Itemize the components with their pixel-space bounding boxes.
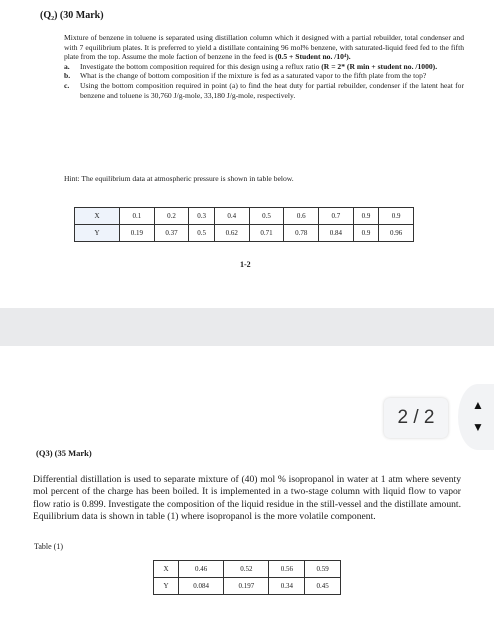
table-cell: 0.78 bbox=[284, 225, 319, 242]
table-cell: 0.5 bbox=[189, 225, 215, 242]
table-cell: 0.19 bbox=[120, 225, 155, 242]
q2-intro: Mixture of benzene in toluene is separated using distillation column which it designed with a partial rebuilder, total condenser and with 7 equilibrium plates. It is preferred to yield a distillate containing 96 mol% benzene, with saturated-liquid feed fed to the fifth plate from the top. Assume the mole faction of benzene in the feed is (0.5 + Student no. /10⁴). bbox=[64, 33, 464, 62]
q2-item-c: c. Using the bottom composition required in point (a) to find the heat duty for partial rebuilder, condenser if the latent heat for benzene and toluene is 30,760 J/g-mole, 33,180 J/g-mole, respectively. bbox=[64, 80, 464, 100]
table-cell: 0.5 bbox=[249, 208, 284, 225]
table-cell: 0.45 bbox=[305, 578, 341, 595]
table-cell: 0.46 bbox=[179, 561, 224, 578]
q2-intro-formula: (0.5 + Student no. /10⁴). bbox=[275, 52, 351, 62]
table-cell: 0.84 bbox=[319, 225, 354, 242]
table-cell: 0.9 bbox=[353, 225, 379, 242]
q3-body: Differential distillation is used to separate mixture of (40) mol % isopropanol in water at 1 atm where seventy mol percent of the charge has been boiled. It is implemented in a two-stage column with liquid flow to vapor flow ratio is 0.899. Investigate the composition of the liquid residue in the still-vessel and the distillate amount. Equilibrium data is shown in table (1) where isopropanol is the more volatile component. bbox=[33, 474, 461, 522]
equilibrium-table-benzene bbox=[74, 207, 414, 242]
table-cell: 0.56 bbox=[269, 561, 305, 578]
page-footer-label: 1-2 bbox=[240, 260, 251, 269]
q2-title: (Q₂) (30 Mark) bbox=[40, 10, 104, 21]
table-row bbox=[154, 561, 341, 578]
table-header-y: Y bbox=[75, 225, 120, 242]
q2-item-a: a. Investigate the bottom composition required for this design using a reflux ratio (R = 2* (R min + student no. /1000). bbox=[64, 61, 438, 71]
page-gap bbox=[0, 308, 494, 346]
table-cell: 0.3 bbox=[189, 208, 215, 225]
table-cell: 0.62 bbox=[214, 225, 249, 242]
table-cell: 0.4 bbox=[214, 208, 249, 225]
q2-items bbox=[64, 62, 464, 100]
table-cell: 0.71 bbox=[249, 225, 284, 242]
table-cell: 0.52 bbox=[224, 561, 269, 578]
table-header-x: X bbox=[75, 208, 120, 225]
table-cell: 0.6 bbox=[284, 208, 319, 225]
table-cell: 0.96 bbox=[379, 225, 414, 242]
table-header-x: X bbox=[154, 561, 179, 578]
chevron-up-icon[interactable]: ▲ bbox=[472, 398, 484, 412]
table-cell: 0.37 bbox=[154, 225, 189, 242]
table-cell: 0.59 bbox=[305, 561, 341, 578]
table-cell: 0.7 bbox=[319, 208, 354, 225]
table-cell: 0.9 bbox=[379, 208, 414, 225]
q2-body bbox=[64, 33, 464, 100]
table-cell: 0.9 bbox=[353, 208, 379, 225]
page-nav-control[interactable] bbox=[458, 384, 494, 450]
table-header-y: Y bbox=[154, 578, 179, 595]
page-indicator: 2 / 2 bbox=[384, 398, 448, 438]
table-cell: 0.084 bbox=[179, 578, 224, 595]
table-row bbox=[154, 578, 341, 595]
document-page-1 bbox=[0, 0, 494, 308]
table-cell: 0.197 bbox=[224, 578, 269, 595]
table-row bbox=[75, 225, 414, 242]
document-page-2 bbox=[0, 346, 494, 639]
chevron-down-icon[interactable]: ▼ bbox=[472, 420, 484, 434]
table-caption: Table (1) bbox=[34, 542, 63, 551]
q3-title: (Q3) (35 Mark) bbox=[36, 448, 92, 458]
hint-text: Hint: The equilibrium data at atmospheric pressure is shown in table below. bbox=[64, 174, 294, 183]
equilibrium-table-isopropanol bbox=[153, 560, 341, 595]
table-row bbox=[75, 208, 414, 225]
q2-item-b: b. What is the change of bottom composition if the mixture is fed as a saturated vapor to the fifth plate from the top? bbox=[64, 71, 427, 81]
table-cell: 0.2 bbox=[154, 208, 189, 225]
table-cell: 0.34 bbox=[269, 578, 305, 595]
table-cell: 0.1 bbox=[120, 208, 155, 225]
reflux-formula: (R = 2* (R min + student no. /1000). bbox=[321, 61, 438, 71]
